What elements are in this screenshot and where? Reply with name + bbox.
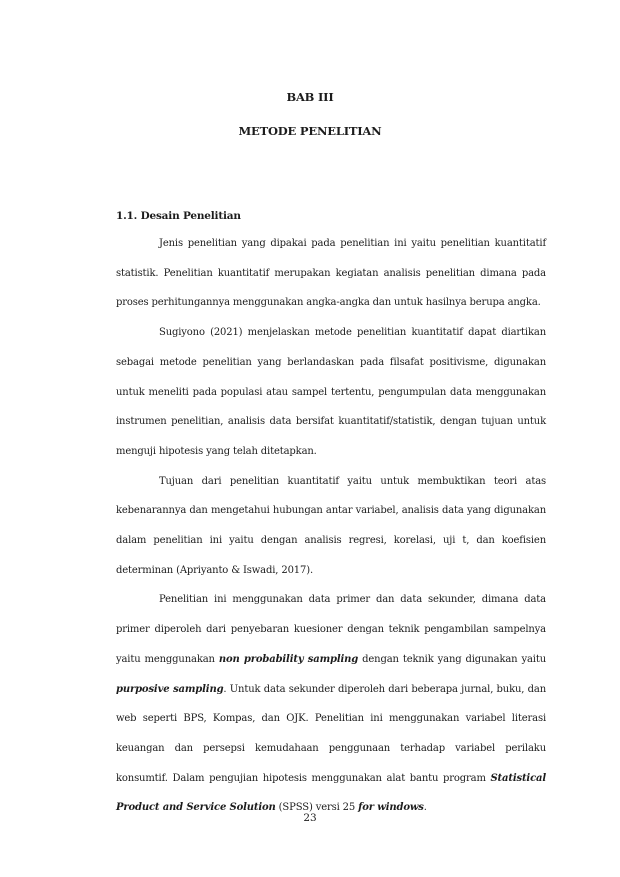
paragraph-2: Sugiyono (2021) menjelaskan metode penelitian kuantitatif dapat diartikan sebagai metode penelitian yang berlandaskan pada filsafat positivisme, digunakan untuk meneliti pada populasi atau sampel tertentu, pengumpulan data menggunakan instrumen penelitian, analisis data bersifat kuantitatif/statistik, dengan tujuan untuk menguji hipotesis yang telah ditetapkan. <box>116 327 546 457</box>
paragraph-1: Jenis penelitian yang dipakai pada penelitian ini yaitu penelitian kuantitatif statistik. Penelitian kuantitatif merupakan kegiatan analisis penelitian dimana pada proses perhitungannya menggunakan angka-angka dan untuk hasilnya berupa angka. <box>116 238 546 309</box>
paragraph-4-text-5: . <box>423 802 427 814</box>
body-text <box>116 229 546 823</box>
paragraph-3: Tujuan dari penelitian kuantitatif yaitu untuk membuktikan teori atas kebenarannya dan mengetahui hubungan antar variabel, analisis data yang digunakan dalam penelitian ini yaitu dengan analisis regresi, korelasi, uji t, dan koefisien determinan (Apriyanto & Iswadi, 2017). <box>116 475 546 576</box>
paragraph-4-text-4: (SPSS) versi 25 <box>275 802 359 814</box>
chapter-label: BAB III <box>286 90 334 104</box>
paragraph-4-text-2: dengan teknik yang digunakan yaitu <box>358 653 546 665</box>
term-purposive-sampling: purposive sampling <box>116 683 224 695</box>
paragraph-4-text-3: . Untuk data sekunder diperoleh dari beberapa jurnal, buku, dan web seperti BPS, Kompas, dan OJK. Penelitian ini menggunakan variabel literasi keuangan dan persepsi kemudahaan penggunaan terhadap variabel perilaku konsumtif. Dalam pengujian hipotesis menggunakan alat bantu program <box>116 683 546 784</box>
chapter-title: METODE PENELITIAN <box>238 124 382 138</box>
term-spss-name: Statistical Product and Service Solution <box>116 772 546 814</box>
section-heading: 1.1. Desain Penelitian <box>116 210 241 222</box>
paragraph-4-text-1: Penelitian ini menggunakan data primer dan data sekunder, dimana data primer diperoleh dari penyebaran kuesioner dengan teknik pengambilan sampelnya yaitu menggunakan <box>116 594 546 665</box>
page-number: 23 <box>303 812 317 824</box>
term-non-probability-sampling: non probability sampling <box>218 653 359 665</box>
paragraph-4 <box>116 585 546 823</box>
term-for-windows: for windows <box>358 802 424 814</box>
